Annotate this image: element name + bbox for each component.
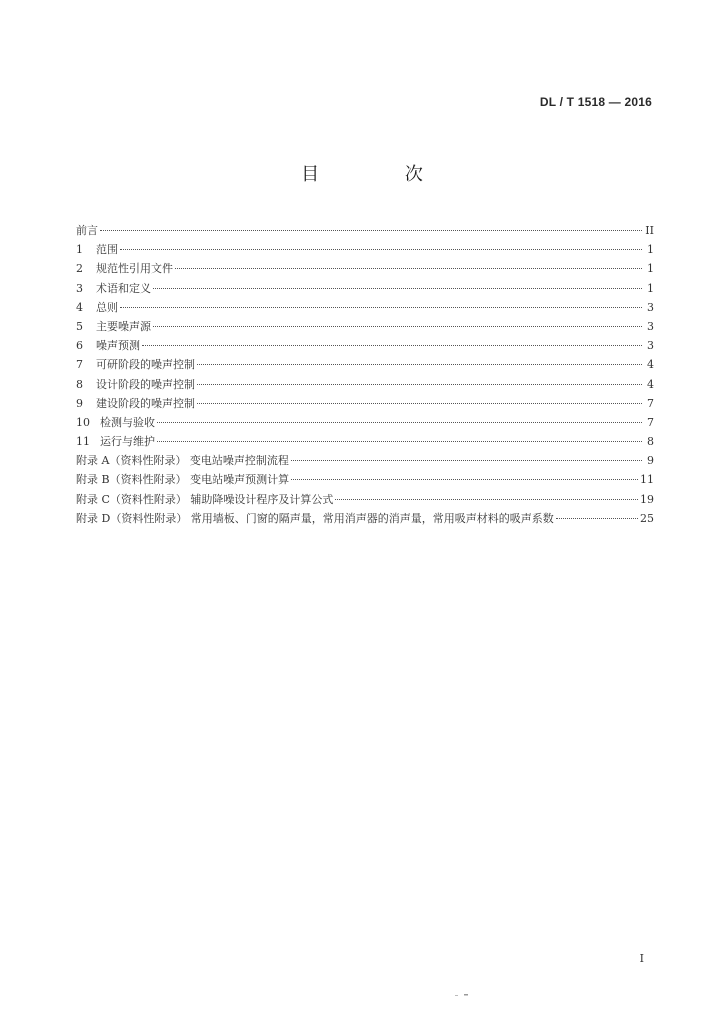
toc-entry-label: 可研阶段的噪声控制 bbox=[96, 358, 195, 372]
scan-artifact bbox=[455, 994, 469, 997]
toc-entry-page: 25 bbox=[640, 511, 654, 525]
toc-entry[interactable] bbox=[76, 433, 654, 452]
toc-entry-label: 附录 D（资料性附录） 常用墙板、门窗的隔声量，常用消声器的消声量，常用吸声材料的吸声系数 bbox=[76, 511, 554, 525]
table-of-contents bbox=[76, 222, 654, 529]
toc-entry-label: 建设阶段的噪声控制 bbox=[96, 396, 195, 410]
toc-entry-page: 7 bbox=[647, 396, 654, 410]
toc-entry-label: 噪声预测 bbox=[96, 339, 140, 353]
toc-entry-page: 1 bbox=[647, 281, 654, 295]
toc-entry-page: 9 bbox=[647, 454, 654, 468]
toc-leader-dots bbox=[120, 307, 642, 308]
toc-entry-page: 8 bbox=[647, 435, 654, 449]
toc-entry[interactable] bbox=[76, 337, 654, 356]
toc-entry[interactable] bbox=[76, 318, 654, 337]
toc-leader-dots bbox=[100, 230, 642, 231]
toc-entry-page: 3 bbox=[647, 300, 654, 314]
toc-entry-number: 5 bbox=[76, 319, 83, 333]
toc-entry-number: 4 bbox=[76, 300, 83, 314]
toc-entry[interactable] bbox=[76, 280, 654, 299]
toc-entry-label: 范围 bbox=[96, 243, 118, 257]
toc-entry-label: 术语和定义 bbox=[96, 281, 151, 295]
toc-entry-number: 9 bbox=[76, 396, 83, 410]
toc-entry[interactable] bbox=[76, 491, 654, 510]
toc-leader-dots bbox=[157, 422, 642, 423]
toc-leader-dots bbox=[556, 518, 638, 519]
toc-entry[interactable] bbox=[76, 260, 654, 279]
toc-entry-label: 附录 A（资料性附录） 变电站噪声控制流程 bbox=[76, 454, 289, 468]
toc-entry-label: 主要噪声源 bbox=[96, 319, 151, 333]
toc-entry-number: 6 bbox=[76, 339, 83, 353]
toc-entry-page: 19 bbox=[640, 492, 654, 506]
toc-entry[interactable] bbox=[76, 395, 654, 414]
toc-entry[interactable] bbox=[76, 471, 654, 490]
toc-entry-label: 总则 bbox=[96, 300, 118, 314]
toc-entry-page: 7 bbox=[647, 415, 654, 429]
toc-entry-label: 附录 C（资料性附录） 辅助降噪设计程序及计算公式 bbox=[76, 492, 334, 506]
toc-entry-number: 7 bbox=[76, 358, 83, 372]
toc-leader-dots bbox=[142, 345, 642, 346]
toc-entry-number: 3 bbox=[76, 281, 83, 295]
toc-entry-page: 4 bbox=[647, 377, 654, 391]
toc-leader-dots bbox=[291, 460, 642, 461]
page-number: I bbox=[639, 952, 644, 965]
toc-entry-label: 附录 B（资料性附录） 变电站噪声预测计算 bbox=[76, 473, 290, 487]
document-code: DL / T 1518 — 2016 bbox=[539, 95, 652, 109]
toc-entry-number: 1 bbox=[76, 243, 83, 257]
toc-leader-dots bbox=[197, 364, 642, 365]
toc-entry[interactable] bbox=[76, 222, 654, 241]
toc-entry[interactable] bbox=[76, 510, 654, 529]
toc-entry[interactable] bbox=[76, 241, 654, 260]
toc-entry-label: 规范性引用文件 bbox=[96, 262, 173, 276]
toc-entry-number: 2 bbox=[76, 262, 83, 276]
toc-leader-dots bbox=[291, 479, 638, 480]
toc-entry-page: 4 bbox=[647, 358, 654, 372]
toc-entry[interactable] bbox=[76, 414, 654, 433]
toc-entry[interactable] bbox=[76, 376, 654, 395]
toc-entry-page: 1 bbox=[647, 243, 654, 257]
toc-entry-label: 检测与验收 bbox=[100, 415, 155, 429]
toc-leader-dots bbox=[120, 249, 642, 250]
toc-leader-dots bbox=[335, 499, 638, 500]
toc-leader-dots bbox=[153, 326, 642, 327]
toc-entry-label: 运行与维护 bbox=[100, 435, 155, 449]
toc-entry-number: 8 bbox=[76, 377, 83, 391]
toc-leader-dots bbox=[153, 288, 642, 289]
toc-entry-page: II bbox=[645, 224, 654, 237]
toc-entry-page: 3 bbox=[647, 339, 654, 353]
toc-entry-number: 11 bbox=[76, 435, 90, 449]
toc-entry[interactable] bbox=[76, 356, 654, 375]
toc-entry-page: 11 bbox=[640, 473, 654, 487]
page-title: 目 次 bbox=[301, 164, 463, 185]
toc-entry-label: 设计阶段的噪声控制 bbox=[96, 377, 195, 391]
toc-entry-page: 1 bbox=[647, 262, 654, 276]
toc-leader-dots bbox=[157, 441, 642, 442]
toc-leader-dots bbox=[175, 268, 642, 269]
toc-entry-page: 3 bbox=[647, 319, 654, 333]
toc-entry-label: 前言 bbox=[76, 224, 98, 237]
toc-leader-dots bbox=[197, 384, 642, 385]
toc-entry[interactable] bbox=[76, 299, 654, 318]
toc-entry-number: 10 bbox=[76, 415, 90, 429]
toc-leader-dots bbox=[197, 403, 642, 404]
toc-entry[interactable] bbox=[76, 452, 654, 471]
